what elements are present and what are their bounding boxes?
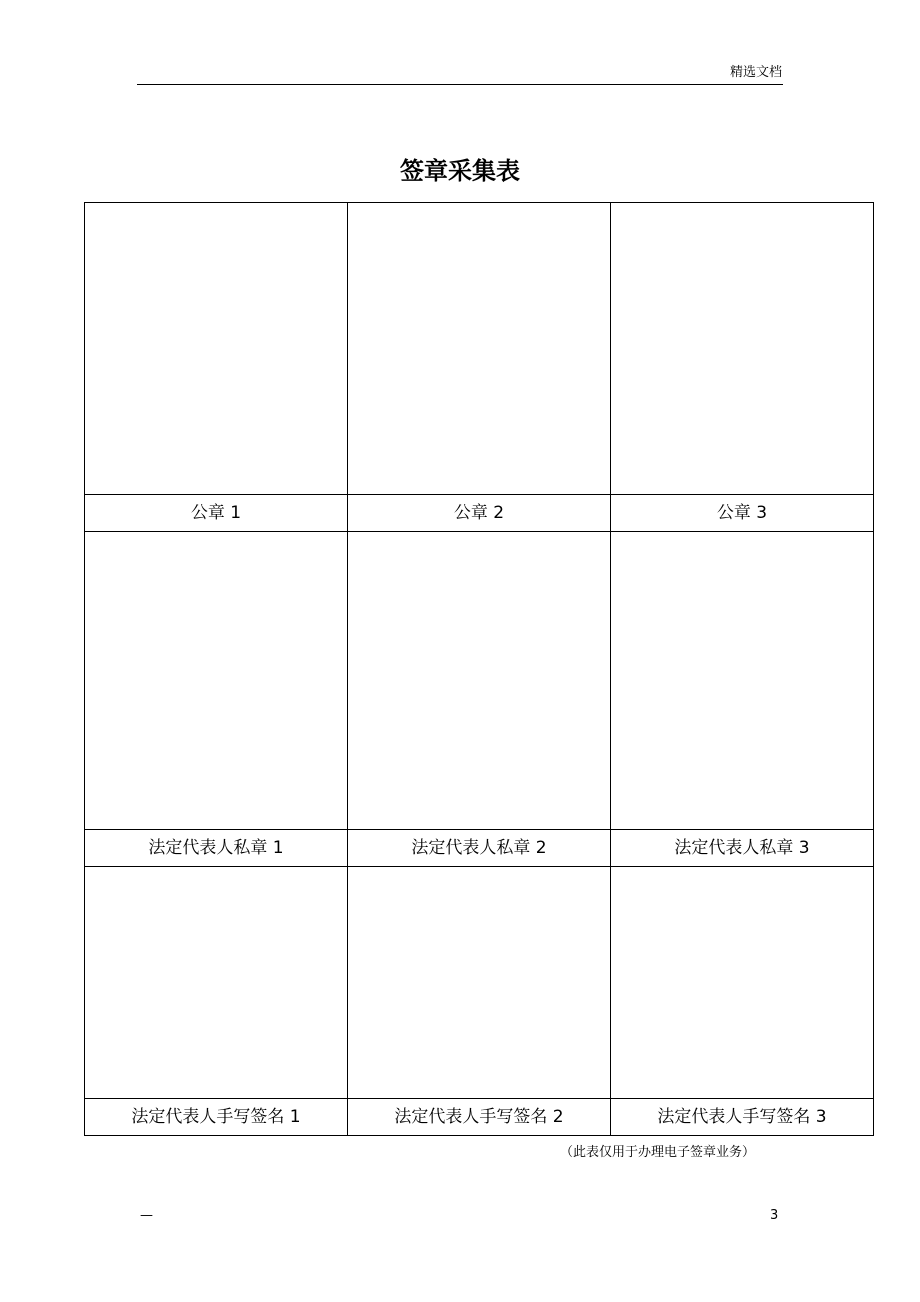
official-seal-label-1: 公章 1 xyxy=(85,495,348,532)
signature-box-row xyxy=(85,867,874,1099)
signature-box-2 xyxy=(348,867,611,1099)
signature-box-3 xyxy=(611,867,874,1099)
official-seal-box-row xyxy=(85,203,874,495)
legal-rep-seal-label-row xyxy=(85,830,874,867)
signature-label-3: 法定代表人手写签名 3 xyxy=(611,1099,874,1136)
footer-dash: — xyxy=(140,1208,153,1223)
official-seal-box-3 xyxy=(611,203,874,495)
header-rule xyxy=(137,84,783,85)
signature-label-1: 法定代表人手写签名 1 xyxy=(85,1099,348,1136)
legal-rep-seal-box-1 xyxy=(85,532,348,830)
legal-rep-seal-box-row xyxy=(85,532,874,830)
signature-label-2: 法定代表人手写签名 2 xyxy=(348,1099,611,1136)
footnote: （此表仅用于办理电子签章业务） xyxy=(560,1145,756,1160)
legal-rep-seal-label-1: 法定代表人私章 1 xyxy=(85,830,348,867)
legal-rep-seal-label-2: 法定代表人私章 2 xyxy=(348,830,611,867)
official-seal-label-row xyxy=(85,495,874,532)
signature-label-row xyxy=(85,1099,874,1136)
signature-box-1 xyxy=(85,867,348,1099)
official-seal-label-2: 公章 2 xyxy=(348,495,611,532)
page-header-text: 精选文档 xyxy=(729,65,782,80)
legal-rep-seal-label-3: 法定代表人私章 3 xyxy=(611,830,874,867)
official-seal-label-3: 公章 3 xyxy=(611,495,874,532)
page-number: 3 xyxy=(770,1208,779,1223)
document-title: 签章采集表 xyxy=(400,157,520,185)
seal-collection-table xyxy=(84,202,874,1136)
official-seal-box-1 xyxy=(85,203,348,495)
legal-rep-seal-box-3 xyxy=(611,532,874,830)
official-seal-box-2 xyxy=(348,203,611,495)
legal-rep-seal-box-2 xyxy=(348,532,611,830)
